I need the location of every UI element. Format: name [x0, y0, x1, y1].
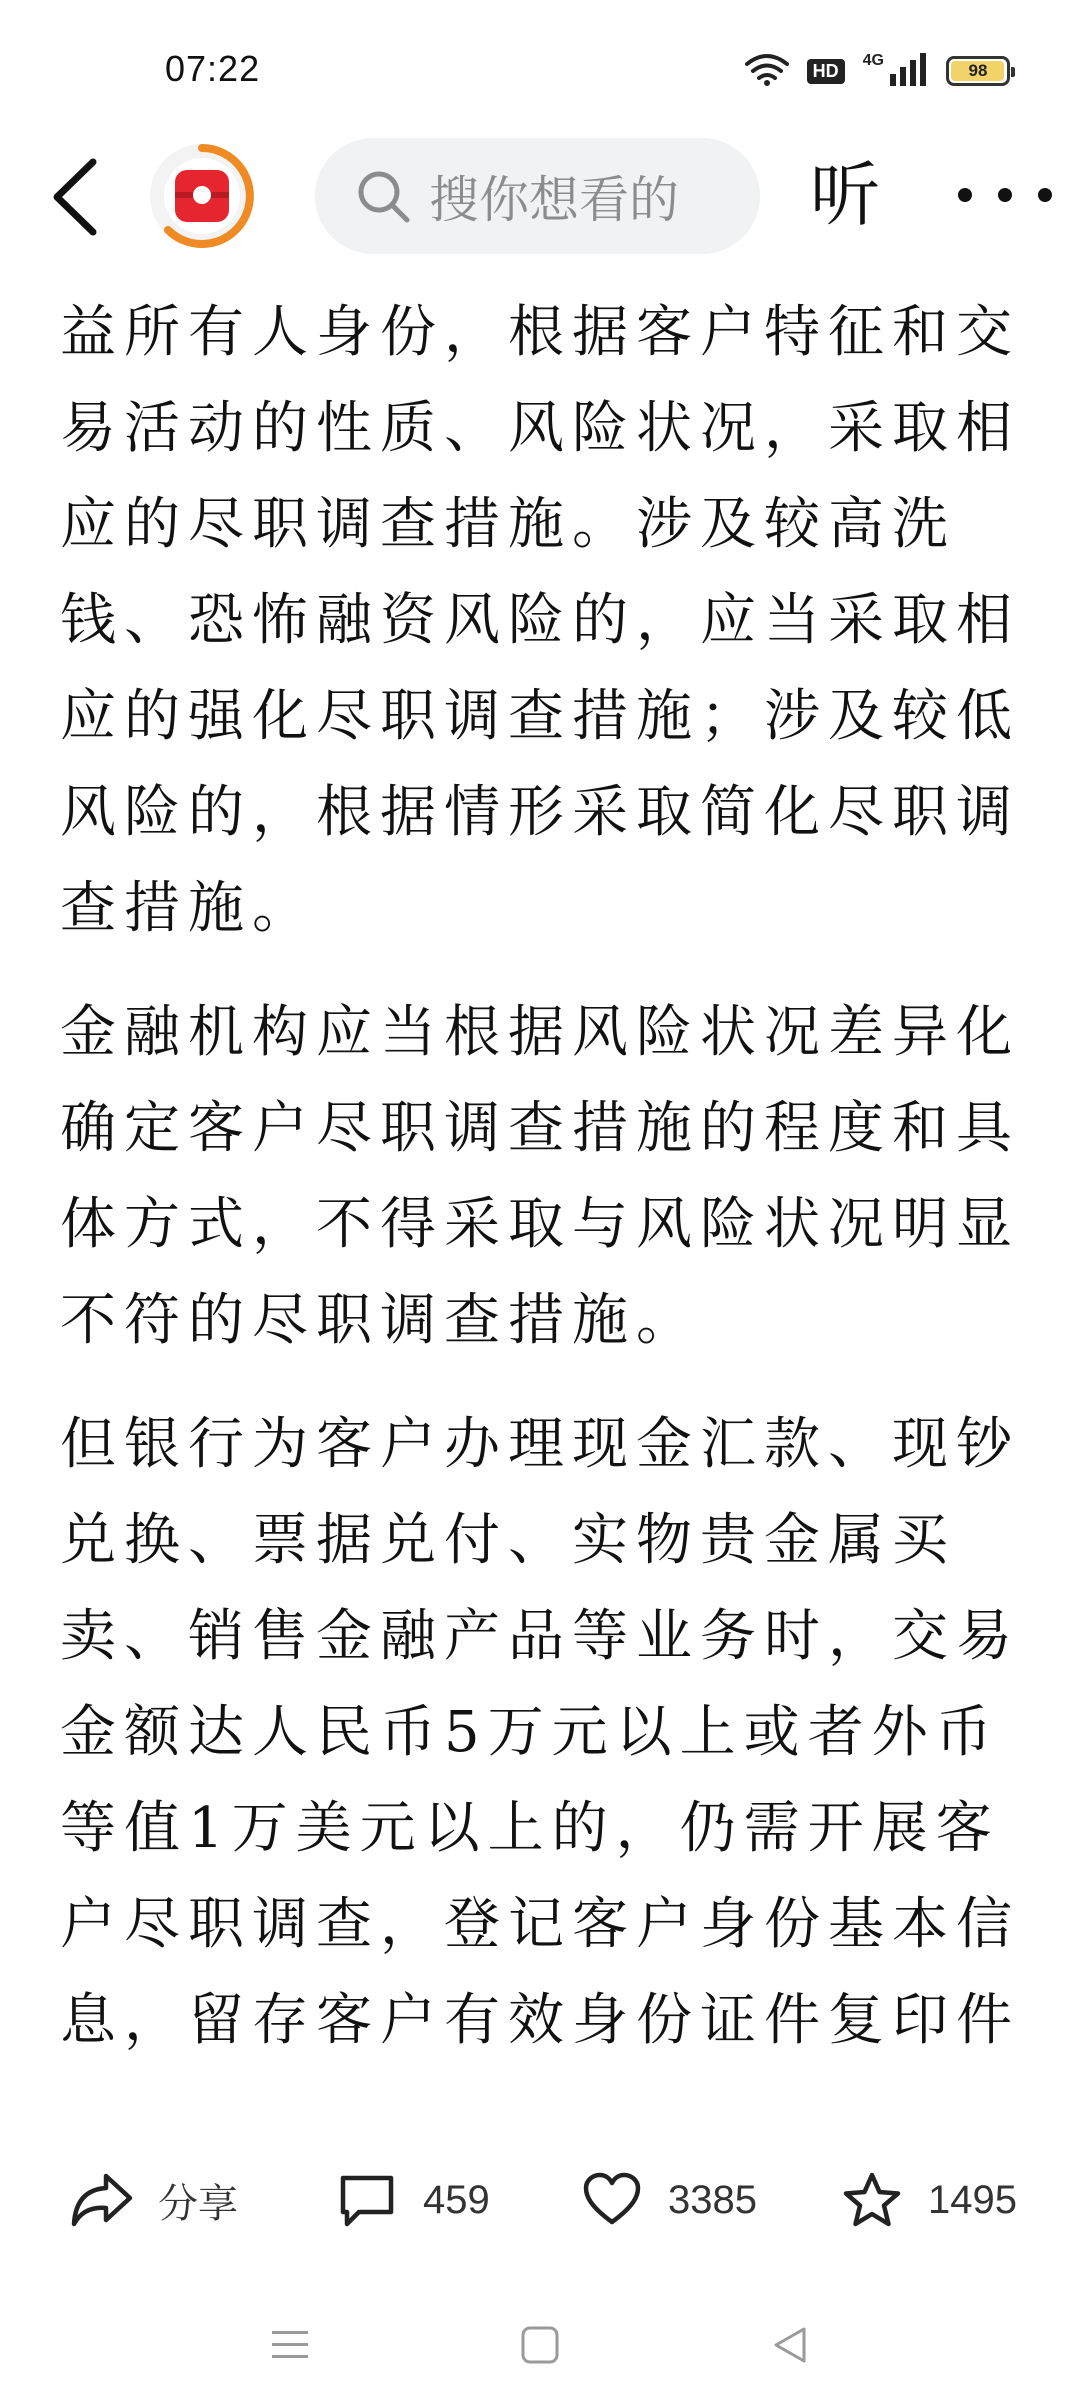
more-button[interactable]: [950, 160, 1060, 230]
search-placeholder: 搜你想看的: [429, 171, 679, 229]
back-arrow-icon: [51, 158, 99, 236]
network-type-label: 4G: [862, 52, 884, 69]
back-nav-button[interactable]: [750, 2310, 830, 2380]
app-logo[interactable]: [148, 142, 256, 250]
status-time: 07:22: [165, 48, 261, 89]
article-paragraph: 益所有人身份，根据客户特征和交易活动的性质、风险状况，采取相应的尽职调查措施。涉及较高洗钱、恐怖融资风险的，应当采取相应的强化尽职调查措施；涉及较低风险的，根据情形采取简化尽职调查措施。: [60, 300, 1020, 941]
home-square-icon: [520, 2325, 560, 2365]
home-button[interactable]: [500, 2310, 580, 2380]
top-nav: [0, 130, 1080, 260]
system-nav-bar: [0, 2290, 1080, 2400]
comment-icon: [335, 2168, 399, 2232]
heart-icon: [580, 2168, 644, 2232]
star-icon: [840, 2168, 904, 2232]
search-icon: [355, 168, 411, 224]
battery-nub: [1011, 67, 1015, 77]
menu-lines-icon: [270, 2327, 310, 2363]
wifi-icon: [745, 52, 789, 90]
comments-button[interactable]: [335, 2150, 490, 2250]
likes-count: 3385: [668, 2177, 757, 2222]
share-button[interactable]: [70, 2150, 238, 2250]
search-box[interactable]: [315, 138, 760, 254]
status-bar: [0, 0, 1080, 130]
more-dots-icon: [950, 185, 1060, 205]
article-paragraph: 金融机构应当根据风险状况差异化确定客户尽职调查措施的程度和具体方式，不得采取与风险状况明显不符的尽职调查措施。: [60, 1000, 1020, 1353]
article-paragraph: 但银行为客户办理现金汇款、现钞兑换、票据兑付、实物贵金属买卖、销售金融产品等业务时，交易金额达人民币5万元以上或者外币等值1万美元以上的，仍需开展客户尽职调查，登记客户身份基本信息，留存客户有效身份证件复印件: [60, 1412, 1020, 2053]
status-icons: [745, 52, 1010, 90]
back-triangle-icon: [770, 2325, 810, 2365]
app-logo-icon: [148, 142, 256, 250]
signal-icon: [888, 52, 928, 90]
like-button[interactable]: [580, 2150, 757, 2250]
back-button[interactable]: [40, 152, 110, 242]
comments-count: 459: [423, 2177, 490, 2222]
share-label: 分享: [158, 2181, 238, 2226]
article-body: [60, 285, 1020, 2115]
hd-badge: HD: [807, 59, 845, 84]
share-icon: [70, 2168, 134, 2232]
battery-indicator: [946, 56, 1010, 86]
listen-button[interactable]: 听: [810, 154, 880, 236]
favorites-count: 1495: [928, 2177, 1017, 2222]
recent-apps-button[interactable]: [250, 2310, 330, 2380]
action-bar: [0, 2150, 1080, 2250]
favorite-button[interactable]: [840, 2150, 1017, 2250]
battery-percent: 98: [968, 61, 988, 80]
